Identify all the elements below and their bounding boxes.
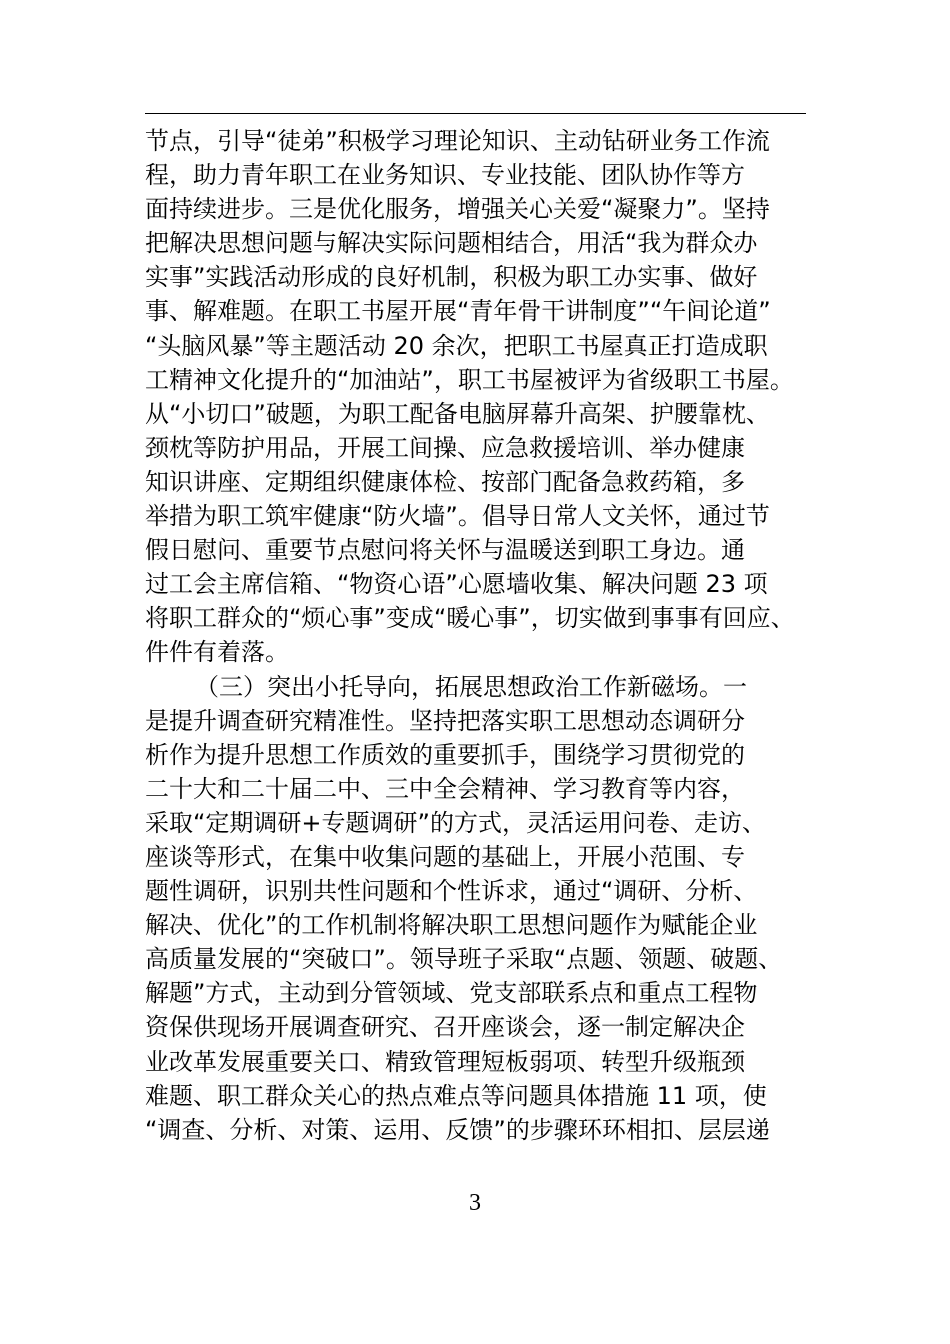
header-rule — [145, 113, 806, 114]
text-line: 实事”实践活动形成的良好机制，积极为职工办实事、做好 — [145, 263, 758, 292]
text-line: 解决、优化”的工作机制将解决职工思想问题作为赋能企业 — [145, 911, 758, 940]
text-line: “调查、分析、对策、运用、反馈”的步骤环环相扣、层层递 — [145, 1115, 770, 1144]
text-line: 座谈等形式，在集中收集问题的基础上，开展小范围、专 — [145, 842, 745, 871]
text-line: 析作为提升思想工作质效的重要抓手，围绕学习贯彻党的 — [145, 740, 745, 769]
text-line: “头脑风暴”等主题活动 20 余次，把职工书屋真正打造成职 — [145, 331, 768, 360]
body-text — [145, 124, 806, 1147]
text-line: 面持续进步。三是优化服务，增强关心关爱“凝聚力”。坚持 — [145, 195, 770, 224]
text-line: 是提升调查研究精准性。坚持把落实职工思想动态调研分 — [145, 706, 745, 735]
text-line: 资保供现场开展调查研究、召开座谈会，逐一制定解决企 — [145, 1013, 745, 1042]
text-line: 二十大和二十届二中、三中全会精神、学习教育等内容， — [145, 774, 745, 803]
section-heading-line: （三）突出小托导向，拓展思想政治工作新磁场。一 — [195, 672, 747, 701]
page-number: 3 — [469, 1190, 481, 1216]
text-line: 举措为职工筑牢健康“防火墙”。倡导日常人文关怀，通过节 — [145, 502, 770, 531]
text-line: 知识讲座、定期组织健康体检、按部门配备急救药箱，多 — [145, 467, 745, 496]
text-line: 节点，引导“徒弟”积极学习理论知识、主动钻研业务工作流 — [145, 127, 770, 155]
text-line: 题性调研，识别共性问题和个性诉求，通过“调研、分析、 — [145, 877, 758, 906]
text-line: 从“小切口”破题，为职工配备电脑屏幕升高架、护腰靠枕、 — [145, 399, 770, 428]
text-line: 程，助力青年职工在业务知识、专业技能、团队协作等方 — [145, 161, 745, 190]
text-line: 业改革发展重要关口、精致管理短板弱项、转型升级瓶颈 — [145, 1047, 745, 1076]
text-line: 工精神文化提升的“加油站”，职工书屋被评为省级职工书屋。 — [145, 365, 794, 394]
text-line: 件件有着落。 — [145, 638, 289, 667]
text-line: 高质量发展的“突破口”。领导班子采取“点题、领题、破题、 — [145, 945, 783, 974]
text-line: 颈枕等防护用品，开展工间操、应急救援培训、举办健康 — [145, 433, 745, 462]
text-line: 假日慰问、重要节点慰问将关怀与温暖送到职工身边。通 — [145, 536, 745, 565]
text-line: 解题”方式，主动到分管领域、党支部联系点和重点工程物 — [145, 979, 758, 1008]
text-line: 把解决思想问题与解决实际问题相结合，用活“我为群众办 — [145, 229, 758, 258]
text-line: 过工会主席信箱、“物资心语”心愿墙收集、解决问题 23 项 — [145, 570, 768, 599]
text-line: 事、解难题。在职工书屋开展“青年骨干讲制度”“午间论道” — [145, 297, 771, 326]
text-line: 采取“定期调研+专题调研”的方式，灵活运用问卷、走访、 — [145, 808, 766, 837]
text-line: 难题、职工群众关心的热点难点等问题具体措施 11 项，使 — [145, 1081, 767, 1110]
text-line: 将职工群众的“烦心事”变成“暖心事”，切实做到事事有回应、 — [145, 604, 795, 633]
